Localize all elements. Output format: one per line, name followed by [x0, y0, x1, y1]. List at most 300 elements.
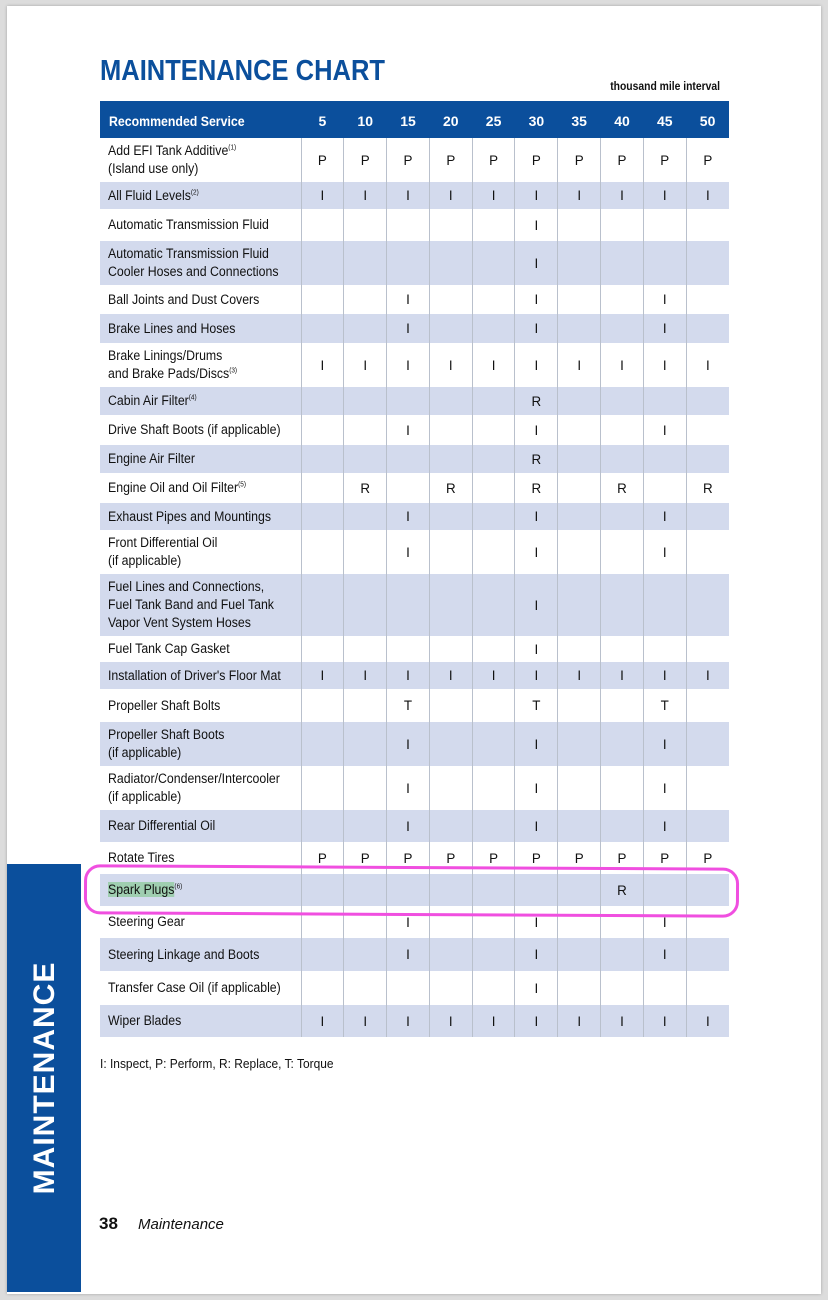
service-label	[108, 142, 295, 178]
service-line: Steering Linkage and Boots	[108, 946, 260, 962]
interval-cell	[429, 503, 472, 530]
interval-cell: I	[643, 285, 686, 314]
service-line: Installation of Driver's Floor Mat	[108, 667, 281, 683]
interval-cell	[472, 574, 515, 636]
service-name-cell	[100, 314, 301, 343]
table-row	[100, 473, 729, 503]
table-row	[100, 1005, 729, 1037]
interval-cell	[472, 503, 515, 530]
service-name-cell	[100, 810, 301, 842]
interval-cell	[686, 574, 729, 636]
interval-cell	[686, 530, 729, 574]
interval-cell	[558, 445, 601, 473]
service-label	[108, 187, 295, 205]
interval-cell: I	[472, 662, 515, 689]
interval-cell: I	[387, 810, 430, 842]
interval-cell	[472, 810, 515, 842]
interval-cell	[429, 810, 472, 842]
service-label	[108, 291, 295, 309]
interval-cell: I	[643, 503, 686, 530]
interval-cell	[344, 445, 387, 473]
interval-cell: I	[344, 662, 387, 689]
service-label	[108, 347, 295, 383]
service-line: Cooler Hoses and Connections	[108, 264, 279, 279]
interval-cell	[558, 938, 601, 971]
header-interval: 30	[515, 102, 558, 138]
interval-cell: I	[515, 810, 558, 842]
interval-cell	[387, 473, 430, 503]
service-name-cell	[100, 387, 301, 415]
interval-cell: I	[515, 343, 558, 387]
service-line: and Brake Pads/Discs	[108, 366, 230, 381]
service-line: Propeller Shaft Bolts	[108, 697, 221, 713]
interval-cell	[387, 636, 430, 662]
interval-cell: P	[387, 138, 430, 182]
table-row	[100, 138, 729, 182]
interval-cell	[686, 971, 729, 1005]
footnote-ref: (6)	[174, 883, 183, 891]
interval-cell: P	[601, 138, 644, 182]
interval-cell	[686, 766, 729, 810]
table-row	[100, 636, 729, 662]
service-label	[108, 979, 295, 997]
interval-cell	[558, 636, 601, 662]
table-row	[100, 445, 729, 473]
interval-cell	[344, 810, 387, 842]
interval-cell	[429, 445, 472, 473]
interval-cell	[558, 503, 601, 530]
interval-cell	[472, 938, 515, 971]
interval-cell	[387, 387, 430, 415]
table-row	[100, 662, 729, 689]
header-interval: 5	[301, 102, 344, 138]
interval-cell	[601, 209, 644, 241]
interval-cell: P	[429, 138, 472, 182]
service-name-cell	[100, 445, 301, 473]
legend: I: Inspect, P: Perform, R: Replace, T: Torque	[100, 1056, 334, 1071]
interval-cell: P	[643, 138, 686, 182]
service-line: (if applicable)	[108, 553, 182, 568]
interval-cell: P	[558, 138, 601, 182]
interval-cell: I	[643, 766, 686, 810]
interval-cell	[344, 530, 387, 574]
interval-cell: I	[301, 1005, 344, 1037]
interval-cell	[472, 241, 515, 285]
table-row	[100, 241, 729, 285]
interval-cell	[344, 241, 387, 285]
service-name-cell	[100, 766, 301, 810]
service-label	[108, 479, 295, 497]
interval-cell	[429, 689, 472, 722]
interval-cell: I	[515, 574, 558, 636]
interval-cell	[558, 689, 601, 722]
interval-cell	[686, 241, 729, 285]
interval-cell: I	[515, 314, 558, 343]
interval-cell: R	[515, 473, 558, 503]
interval-cell	[472, 387, 515, 415]
page-number: 38	[99, 1214, 118, 1233]
interval-cell	[643, 636, 686, 662]
service-line: Fuel Tank Band and Fuel Tank	[108, 597, 274, 612]
service-name-cell	[100, 938, 301, 971]
header-interval: 50	[686, 102, 729, 138]
interval-cell	[643, 574, 686, 636]
service-line: Ball Joints and Dust Covers	[108, 291, 260, 307]
interval-cell	[601, 503, 644, 530]
service-name-cell	[100, 574, 301, 636]
service-name-cell	[100, 689, 301, 722]
interval-cell	[558, 387, 601, 415]
interval-cell: R	[344, 473, 387, 503]
interval-cell	[558, 530, 601, 574]
service-label	[108, 726, 295, 762]
table-row	[100, 766, 729, 810]
service-line: Rotate Tires	[108, 850, 175, 865]
interval-cell	[472, 209, 515, 241]
interval-cell: P	[429, 842, 472, 874]
interval-cell: I	[558, 1005, 601, 1037]
interval-cell	[344, 314, 387, 343]
interval-cell	[686, 810, 729, 842]
interval-cell	[643, 473, 686, 503]
service-name-cell	[100, 182, 301, 209]
interval-cell	[387, 241, 430, 285]
table-row	[100, 209, 729, 241]
interval-cell: I	[387, 314, 430, 343]
service-name-cell	[100, 343, 301, 387]
interval-cell	[472, 285, 515, 314]
interval-cell: R	[686, 473, 729, 503]
footnote-ref: (5)	[238, 481, 246, 489]
interval-cell: I	[301, 662, 344, 689]
service-name-cell	[100, 722, 301, 766]
service-line: Engine Air Filter	[108, 451, 195, 466]
table-header-row	[100, 102, 729, 138]
service-line: Wiper Blades	[108, 1013, 182, 1028]
interval-cell: I	[344, 182, 387, 209]
table-row	[100, 938, 729, 971]
interval-cell: I	[344, 343, 387, 387]
interval-cell: I	[472, 1005, 515, 1037]
service-label	[108, 508, 295, 526]
service-line: Automatic Transmission Fluid	[108, 217, 269, 232]
interval-cell	[601, 689, 644, 722]
interval-cell	[472, 530, 515, 574]
interval-cell: R	[601, 874, 644, 906]
interval-cell	[558, 574, 601, 636]
interval-cell	[643, 387, 686, 415]
interval-cell: I	[643, 343, 686, 387]
service-label	[108, 245, 295, 281]
service-line: (Island use only)	[108, 161, 199, 176]
interval-cell: I	[515, 636, 558, 662]
interval-cell: I	[515, 938, 558, 971]
interval-cell	[558, 209, 601, 241]
interval-cell	[429, 971, 472, 1005]
interval-cell	[686, 285, 729, 314]
interval-cell	[472, 722, 515, 766]
service-name-cell	[100, 971, 301, 1005]
service-label	[108, 817, 295, 835]
service-line: Fuel Lines and Connections,	[108, 579, 265, 594]
table-row	[100, 387, 729, 415]
header-interval: 25	[472, 102, 515, 138]
interval-cell: I	[643, 722, 686, 766]
interval-cell: I	[515, 766, 558, 810]
service-name-cell	[100, 473, 301, 503]
interval-cell: I	[558, 182, 601, 209]
interval-cell: P	[601, 842, 644, 874]
interval-cell: P	[387, 842, 430, 874]
service-line: Add EFI Tank Additive	[108, 143, 229, 158]
interval-cell: I	[387, 343, 430, 387]
service-label	[108, 320, 295, 338]
interval-cell	[686, 445, 729, 473]
interval-cell	[429, 938, 472, 971]
interval-cell	[686, 387, 729, 415]
footnote-ref: (4)	[188, 394, 197, 402]
interval-cell: I	[515, 503, 558, 530]
interval-cell: P	[472, 842, 515, 874]
interval-cell: P	[344, 138, 387, 182]
interval-cell: I	[387, 415, 430, 445]
interval-cell: I	[686, 1005, 729, 1037]
interval-cell: I	[429, 343, 472, 387]
interval-cell	[558, 473, 601, 503]
header-service: Recommended Service	[100, 102, 301, 138]
service-label	[108, 697, 295, 715]
interval-cell: I	[387, 906, 430, 938]
interval-cell: I	[387, 182, 430, 209]
interval-cell: I	[344, 1005, 387, 1037]
interval-cell	[429, 209, 472, 241]
interval-cell	[429, 574, 472, 636]
service-line: Exhaust Pipes and Mountings	[108, 508, 271, 524]
interval-cell	[558, 722, 601, 766]
interval-cell: P	[686, 138, 729, 182]
interval-cell: I	[643, 938, 686, 971]
service-name-cell	[100, 285, 301, 314]
interval-cell	[643, 241, 686, 285]
interval-cell	[601, 810, 644, 842]
interval-cell: P	[686, 842, 729, 874]
table-row	[100, 722, 729, 766]
table-row	[100, 574, 729, 636]
interval-cell: I	[643, 906, 686, 938]
interval-cell	[472, 971, 515, 1005]
service-line: Spark Plugs	[108, 882, 175, 897]
interval-cell	[558, 971, 601, 1005]
interval-cell	[344, 387, 387, 415]
interval-cell	[429, 636, 472, 662]
service-line: Transfer Case Oil (if applicable)	[108, 980, 281, 995]
service-line: Front Differential Oil	[108, 535, 218, 550]
interval-cell: I	[387, 285, 430, 314]
interval-cell	[429, 387, 472, 415]
table-row	[100, 689, 729, 722]
interval-cell: R	[515, 445, 558, 473]
service-line: Vapor Vent System Hoses	[108, 615, 251, 630]
interval-cell	[686, 938, 729, 971]
interval-cell	[472, 415, 515, 445]
interval-cell	[344, 722, 387, 766]
interval-cell: P	[301, 138, 344, 182]
interval-cell: T	[515, 689, 558, 722]
interval-cell	[429, 415, 472, 445]
interval-cell: P	[301, 842, 344, 874]
footnote-ref: (1)	[228, 144, 237, 152]
interval-cell: I	[643, 182, 686, 209]
header-interval: 45	[643, 102, 686, 138]
interval-cell	[429, 722, 472, 766]
interval-cell	[686, 415, 729, 445]
interval-cell: I	[686, 182, 729, 209]
interval-cell	[558, 241, 601, 285]
service-name-cell	[100, 636, 301, 662]
interval-cell: I	[515, 971, 558, 1005]
interval-cell: I	[515, 285, 558, 314]
service-label	[108, 421, 295, 439]
service-name-cell	[100, 241, 301, 285]
interval-cell	[643, 445, 686, 473]
interval-cell	[601, 722, 644, 766]
interval-cell	[344, 209, 387, 241]
service-label	[108, 578, 295, 632]
table-row	[100, 415, 729, 445]
interval-cell: I	[643, 415, 686, 445]
interval-cell: I	[643, 1005, 686, 1037]
interval-cell: I	[686, 343, 729, 387]
interval-cell: I	[643, 530, 686, 574]
interval-cell	[601, 387, 644, 415]
interval-cell: I	[387, 530, 430, 574]
interval-cell	[643, 209, 686, 241]
interval-cell: P	[515, 842, 558, 874]
interval-cell: I	[387, 938, 430, 971]
service-name-cell	[100, 415, 301, 445]
service-label	[108, 667, 295, 685]
service-label	[108, 392, 295, 410]
interval-cell: I	[643, 810, 686, 842]
interval-cell	[387, 971, 430, 1005]
interval-cell	[686, 209, 729, 241]
interval-cell	[601, 938, 644, 971]
interval-cell	[387, 574, 430, 636]
interval-cell: P	[472, 138, 515, 182]
service-label	[108, 450, 295, 468]
table-row	[100, 503, 729, 530]
service-line: Cabin Air Filter	[108, 393, 189, 408]
service-line: Propeller Shaft Boots	[108, 727, 225, 742]
service-name-cell	[100, 530, 301, 574]
interval-cell	[344, 689, 387, 722]
service-line: (if applicable)	[108, 789, 182, 804]
service-line: Rear Differential Oil	[108, 818, 216, 833]
interval-cell	[472, 766, 515, 810]
interval-cell	[686, 314, 729, 343]
interval-cell: P	[558, 842, 601, 874]
service-line: All Fluid Levels	[108, 187, 191, 203]
interval-cell	[601, 530, 644, 574]
page-title: MAINTENANCE CHART	[100, 55, 385, 87]
interval-cell	[472, 689, 515, 722]
interval-cell	[472, 473, 515, 503]
interval-cell	[344, 285, 387, 314]
service-line: Brake Linings/Drums	[108, 348, 223, 363]
interval-cell: P	[515, 138, 558, 182]
interval-cell: I	[387, 1005, 430, 1037]
service-line: Brake Lines and Hoses	[108, 320, 236, 336]
interval-cell	[601, 314, 644, 343]
interval-cell	[601, 636, 644, 662]
interval-cell: I	[515, 906, 558, 938]
interval-cell: I	[515, 1005, 558, 1037]
interval-cell	[643, 971, 686, 1005]
interval-cell: I	[515, 530, 558, 574]
interval-note: thousand mile interval	[610, 81, 720, 93]
service-label	[108, 946, 295, 964]
interval-cell	[601, 241, 644, 285]
service-label	[108, 216, 295, 234]
side-tab-label: MAINTENANCE	[28, 961, 61, 1195]
footnote-ref: (2)	[190, 189, 199, 197]
interval-cell: I	[515, 722, 558, 766]
interval-cell: I	[387, 662, 430, 689]
interval-cell	[601, 415, 644, 445]
interval-cell	[472, 445, 515, 473]
interval-cell	[686, 689, 729, 722]
interval-cell: P	[344, 842, 387, 874]
interval-cell: I	[515, 415, 558, 445]
interval-cell	[344, 766, 387, 810]
interval-cell	[387, 445, 430, 473]
interval-cell	[558, 415, 601, 445]
interval-cell	[558, 810, 601, 842]
interval-cell: I	[558, 343, 601, 387]
service-label	[108, 1012, 295, 1030]
interval-cell: I	[387, 503, 430, 530]
table-row	[100, 810, 729, 842]
interval-cell: R	[601, 473, 644, 503]
interval-cell	[558, 285, 601, 314]
interval-cell: I	[429, 662, 472, 689]
interval-cell: I	[387, 766, 430, 810]
service-line: Fuel Tank Cap Gasket	[108, 641, 230, 656]
interval-cell	[387, 209, 430, 241]
interval-cell	[429, 285, 472, 314]
service-line: Steering Gear	[108, 914, 185, 929]
service-line: Engine Oil and Oil Filter	[108, 480, 239, 495]
service-line: Automatic Transmission Fluid	[108, 246, 269, 261]
table-row	[100, 971, 729, 1005]
interval-cell	[601, 766, 644, 810]
table-row	[100, 530, 729, 574]
interval-cell: I	[429, 1005, 472, 1037]
service-name-cell	[100, 662, 301, 689]
interval-cell: I	[515, 182, 558, 209]
interval-cell	[344, 503, 387, 530]
interval-cell: T	[387, 689, 430, 722]
interval-cell: I	[301, 343, 344, 387]
table-row	[100, 343, 729, 387]
interval-cell: I	[387, 722, 430, 766]
interval-cell	[472, 314, 515, 343]
interval-cell: I	[515, 241, 558, 285]
service-name-cell	[100, 503, 301, 530]
interval-cell	[558, 766, 601, 810]
header-interval: 15	[387, 102, 430, 138]
interval-cell	[344, 971, 387, 1005]
